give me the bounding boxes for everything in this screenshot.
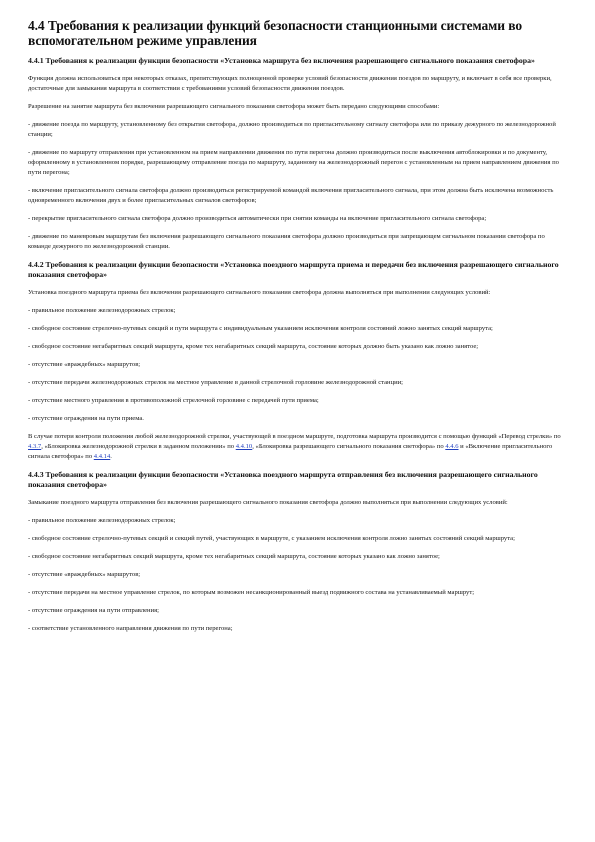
list-item: - правильное положение железнодорожных стрелок; xyxy=(28,307,176,314)
list-item: - отсутствие ограждения на пути приема. xyxy=(28,415,144,422)
paragraph: Замыкание поездного маршрута отправления без включения разрешающего сигнального показания светофора должно выполняться при выполнении следующих условий: xyxy=(28,499,508,506)
text-fragment: . xyxy=(110,453,112,460)
text-fragment: , «Блокировка железнодорожной стрелки в заданном положении» по xyxy=(41,443,236,450)
section-heading-4-4-2: 4.4.2 Требования к реализации функции безопасности «Установка поездного маршрута приема и передачи без включения разрешающего сигнального показания светофора» xyxy=(28,260,559,279)
link-4-4-10[interactable]: 4.4.10 xyxy=(235,443,253,450)
section-heading-4-4-3: 4.4.3 Требования к реализации функции безопасности «Установка поездного маршрута отправления без включения разрешающего сигнального показания светофора» xyxy=(28,470,538,489)
list-item: - соответствие установленного направления движения по пути перегона; xyxy=(28,625,233,632)
text-fragment: , «Блокировка разрешающего сигнального показания светофора» по xyxy=(252,443,446,450)
link-4-4-14[interactable]: 4.4.14 xyxy=(93,453,111,460)
text-fragment: В случае потери контроля положения любой железнодорожной стрелки, участвующей в поездном маршруте, подготовка маршрута производится с помощью функций «Перевод стрелки» по xyxy=(28,433,561,440)
paragraph-with-links xyxy=(28,432,568,462)
list-item: - свободное состояние стрелочно-путевых секций и пути маршрута с индивидуальным указанием исключения контроля состояний ложно занятых секций маршрута; xyxy=(28,325,493,332)
list-item: - включение пригласительного сигнала светофора должно производиться регистрируемой командой включения пригласительного сигнала, при этом должна быть исключена возможность одновременного включения двух и более пригласительных сигналов светофоров; xyxy=(28,187,554,204)
list-item: - движение поезда по маршруту, установленному без открытия светофора, должно производиться по пригласительному сигналу светофора или по приказу дежурного по железнодорожной станции; xyxy=(28,121,556,138)
list-item: - отсутствие «враждебных» маршрутов; xyxy=(28,571,141,578)
text-fragment: и «Включение пригласительного сигнала светофора» по xyxy=(28,443,553,460)
list-item: - свободное состояние негабаритных секций маршрута, кроме тех негабаритных секций маршрута, состояние которых должно быть указано как ложно занятое; xyxy=(28,343,479,350)
document-page xyxy=(28,18,568,642)
link-4-4-6[interactable]: 4.4.6 xyxy=(445,443,459,450)
paragraph: Разрешение на занятие маршрута без включения разрешающего сигнального показания светофора может быть передано следующими способами: xyxy=(28,103,440,110)
list-item: - отсутствие передачи на местное управление стрелок, по которым возможен несанкционированный выезд подвижного состава на устанавливаемый маршрут; xyxy=(28,589,475,596)
list-item: - правильное положение железнодорожных стрелок; xyxy=(28,517,176,524)
list-item: - движение по маневровым маршрутам без включения разрешающего сигнального показания светофора должно производиться при запрещающем сигнальном показании светофора по команде дежурного по железнодорожной станции. xyxy=(28,233,545,250)
page-title: 4.4 Требования к реализации функций безопасности станционными системами во вспомогательном режиме управления xyxy=(28,18,522,48)
section-heading-4-4-1: 4.4.1 Требования к реализации функции безопасности «Установка маршрута без включения разрешающего сигнального показания светофора» xyxy=(28,56,535,65)
list-item: - свободное состояние стрелочно-путевых секций и секций путей, участвующих в маршруте, с указанием исключения контроля ложно занятых состояний секций маршрута; xyxy=(28,535,515,542)
list-item: - отсутствие передачи железнодорожных стрелок на местное управление в данной стрелочной горловине железнодорожной станции; xyxy=(28,379,403,386)
list-item: - отсутствие ограждения на пути отправления; xyxy=(28,607,159,614)
link-4-3-7[interactable]: 4.3.7 xyxy=(28,443,42,450)
list-item: - отсутствие местного управления в противоположной стрелочной горловине с передачей пути приема; xyxy=(28,397,319,404)
paragraph: Функция должна использоваться при некоторых отказах, препятствующих полноценной проверке условий безопасности движения поездов по маршруту, и включает в себя все проверки, достаточные для замыкания маршрута в соответствии с требованиями условий безопасности движения поездов. xyxy=(28,75,552,92)
list-item: - отсутствие «враждебных» маршрутов; xyxy=(28,361,141,368)
paragraph: Установка поездного маршрута приема без включения разрешающего сигнального показания светофора должна выполняться при выполнении следующих условий: xyxy=(28,289,491,296)
list-item: - движение по маршруту отправления при установленном на прием направлении движения по пути перегона должно производиться после выключения автоблокировки и по документу, оформленному в установленном порядке, разрешающему отправление поезда по маршруту, заданному на железнодорожный перегон с установленным на прием направлением движения по пути перегона; xyxy=(28,149,559,176)
list-item: - перекрытие пригласительного сигнала светофора должно производиться автоматически при снятии команды на включение пригласительного сигнала светофора; xyxy=(28,215,487,222)
list-item: - свободное состояние негабаритных секций маршрута, кроме тех негабаритных секций маршрута, состояние которых указано как ложно занятое; xyxy=(28,553,440,560)
